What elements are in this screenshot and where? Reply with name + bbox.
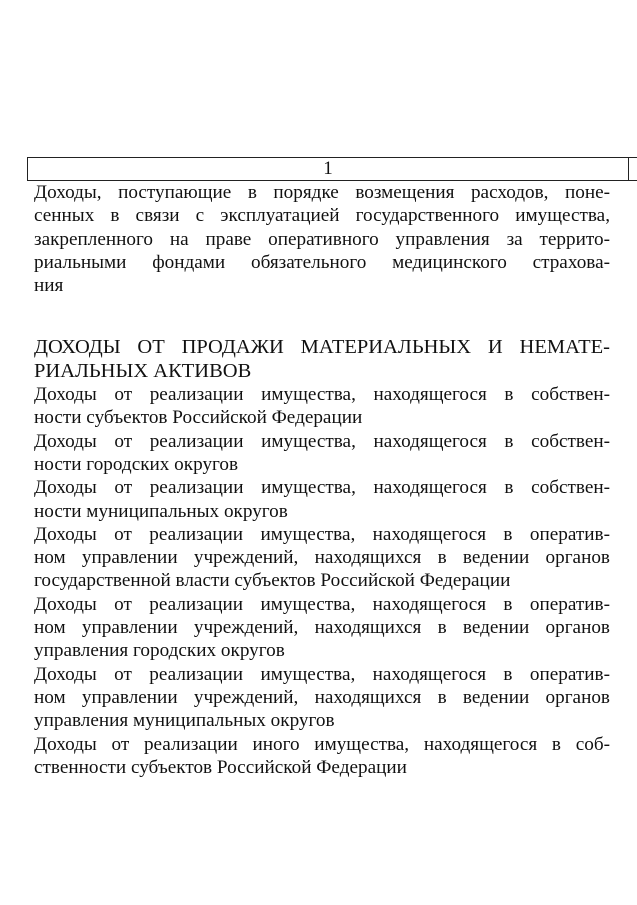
text-line: РИАЛЬНЫХ АКТИВОВ: [34, 359, 252, 382]
text-line: сенных в связи с эксплуатацией государственного имущества,: [34, 205, 610, 227]
column-number: 1: [323, 158, 333, 179]
section-heading: [34, 336, 610, 383]
revenue-item: [34, 663, 610, 733]
text-line: ственности субъектов Российской Федерации: [34, 756, 407, 778]
text-line: Доходы от реализации имущества, находящегося в собствен-: [34, 430, 610, 452]
text-line: Доходы от реализации имущества, находящегося в собствен-: [34, 477, 610, 499]
text-line: закрепленного на праве оперативного управления за террито-: [34, 228, 610, 250]
revenue-item: [34, 181, 610, 297]
text-line: Доходы, поступающие в порядке возмещения расходов, поне-: [34, 182, 610, 203]
text-line: Доходы от реализации имущества, находящегося в собствен-: [34, 384, 610, 406]
document-body: [34, 181, 610, 779]
text-line: ном управлении учреждений, находящихся в ведении органов: [34, 547, 610, 569]
text-line: управления городских округов: [34, 640, 285, 662]
text-line: ности муниципальных округов: [34, 500, 288, 522]
table-header-row: [27, 157, 637, 181]
revenue-item: [34, 476, 610, 523]
text-line: риальными фондами обязательного медицинского страхова-: [34, 251, 610, 273]
text-line: Доходы от реализации имущества, находящегося в оператив-: [34, 593, 610, 615]
revenue-item: [34, 733, 610, 780]
text-line: Доходы от реализации имущества, находящегося в оператив-: [34, 523, 610, 545]
text-line: ности городских округов: [34, 453, 239, 475]
column-divider: [628, 158, 629, 180]
text-line: ности субъектов Российской Федерации: [34, 407, 363, 429]
revenue-item: [34, 593, 610, 663]
text-line: ния: [34, 275, 64, 297]
revenue-item: [34, 523, 610, 593]
revenue-item: [34, 430, 610, 477]
text-line: Доходы от реализации имущества, находящегося в оператив-: [34, 663, 610, 685]
text-line: ном управлении учреждений, находящихся в ведении органов: [34, 617, 610, 639]
text-line: ном управлении учреждений, находящихся в ведении органов: [34, 686, 610, 708]
paragraph-spacer: [34, 297, 610, 336]
text-line: Доходы от реализации иного имущества, находящегося в соб-: [34, 733, 610, 755]
text-line: ДОХОДЫ ОТ ПРОДАЖИ МАТЕРИАЛЬНЫХ И НЕМАТЕ-: [34, 336, 610, 359]
revenue-item: [34, 383, 610, 430]
text-line: управления муниципальных округов: [34, 710, 335, 732]
text-line: государственной власти субъектов Российской Федерации: [34, 570, 511, 592]
